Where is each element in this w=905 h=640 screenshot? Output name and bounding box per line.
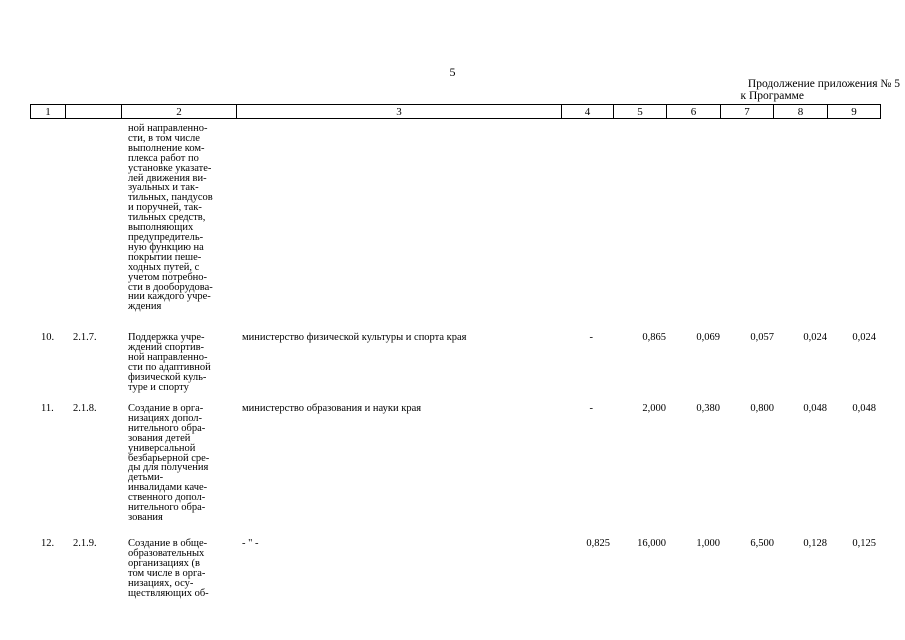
column-header: 4 (562, 105, 614, 119)
row-description: Создание в обще- образовательных организациях (в том числе в орга- низациях, осу- ществляющих об- (128, 538, 209, 599)
column-header: 7 (721, 105, 774, 119)
row-col6: 1,000 (696, 538, 720, 549)
row-col7: 0,800 (750, 403, 774, 414)
row-col7: 6,500 (750, 538, 774, 549)
row-description: Поддержка учре- ждений спортив- ной направленно- сти по адаптивной физической куль- туре и спорту (128, 332, 211, 393)
column-header: 6 (667, 105, 721, 119)
column-header: 2 (122, 105, 237, 119)
row-number: 11. (41, 403, 54, 414)
column-header: 5 (614, 105, 667, 119)
row-col5: 0,865 (642, 332, 666, 343)
row-description: Создание в орга- низациях допол- нительного обра- зования детей универсальной безбарьерной сре- ды для получения детьми- инвалидами каче- ственного допол- нительного обра- зования (128, 403, 210, 523)
continuation-text: ной направленно- сти, в том числе выполнение ком- плекса работ по установке указате- лей движения ви- зуальных и так- тильных, пандусов и поручней, так- тильных средств, выполняющих предупредитель- ную функцию на покрытии пеше- ходных путей, с учетом потребно- сти в дооборудова- нии каждого учре- ждения (128, 123, 213, 313)
column-header: 9 (828, 105, 881, 119)
column-header (66, 105, 122, 119)
row-code: 2.1.8. (73, 403, 97, 414)
row-code: 2.1.9. (73, 538, 97, 549)
column-header: 1 (31, 105, 66, 119)
row-number: 12. (41, 538, 55, 549)
row-col5: 16,000 (637, 538, 666, 549)
column-header: 8 (774, 105, 828, 119)
row-col9: 0,125 (852, 538, 876, 549)
row-col8: 0,024 (803, 332, 827, 343)
column-header-table (30, 104, 881, 119)
row-col6: 0,380 (696, 403, 720, 414)
appendix-line-1: Продолжение приложения № 5 (747, 78, 900, 90)
row-number: 10. (41, 332, 55, 343)
appendix-line-2: к Программе (740, 90, 804, 102)
row-col9: 0,048 (852, 403, 876, 414)
page-number: 5 (449, 65, 456, 79)
row-col6: 0,069 (696, 332, 720, 343)
row-executor: министерство физической культуры и спорта края (242, 332, 467, 343)
row-code: 2.1.7. (73, 332, 97, 343)
row-col8: 0,048 (803, 403, 827, 414)
row-col5: 2,000 (642, 403, 666, 414)
row-executor: министерство образования и науки края (242, 403, 422, 414)
column-header-row (31, 105, 881, 119)
row-col4: - (589, 403, 593, 414)
row-col9: 0,024 (852, 332, 876, 343)
row-col4: - (589, 332, 593, 343)
row-col7: 0,057 (750, 332, 774, 343)
appendix-caption (600, 78, 900, 102)
row-col8: 0,128 (803, 538, 827, 549)
row-col4: 0,825 (586, 538, 610, 549)
column-header: 3 (237, 105, 562, 119)
row-executor: - " - (242, 538, 259, 549)
